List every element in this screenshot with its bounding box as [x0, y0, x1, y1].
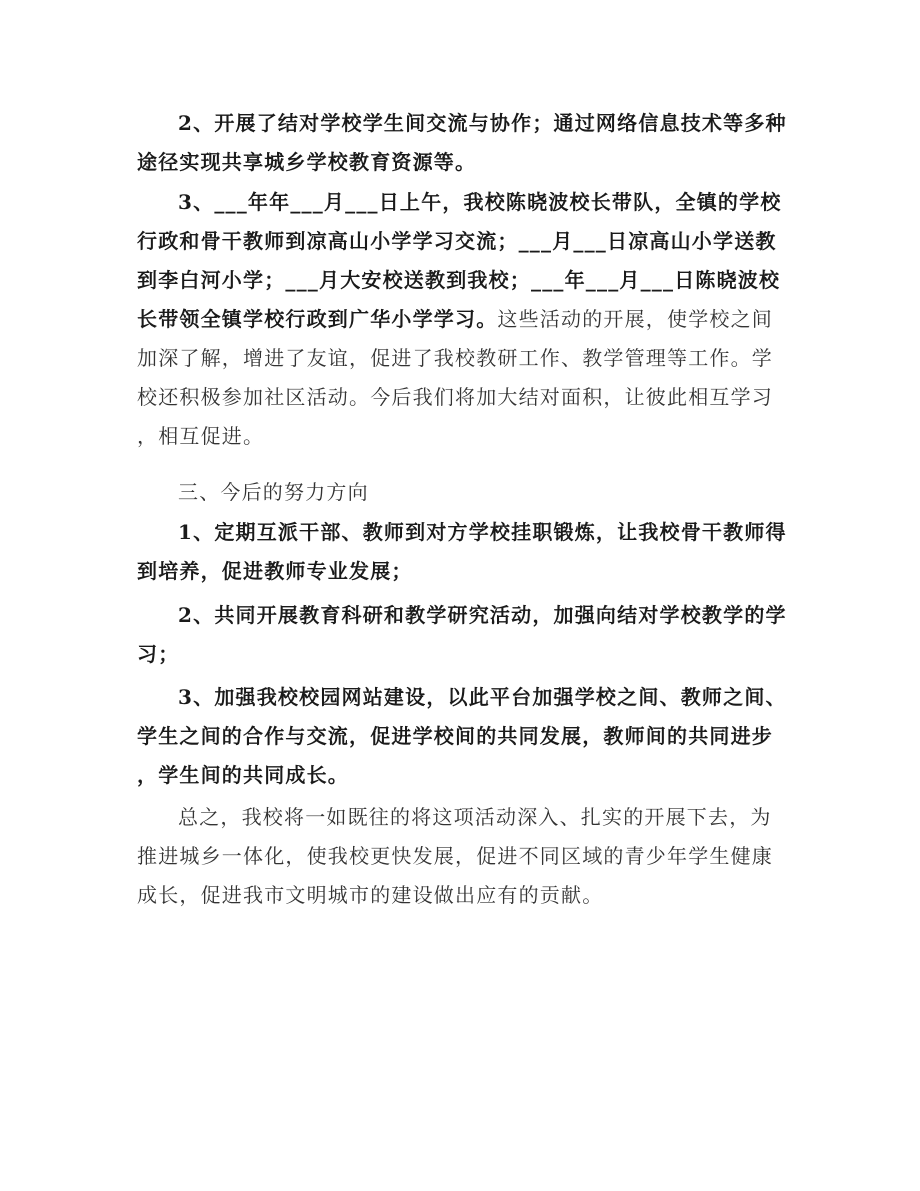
paragraph-3-activities: [137, 183, 787, 456]
paragraph-item-2: [137, 596, 787, 674]
text-line: 学生之间的合作与交流，促进学校间的共同发展，教师间的共同进步: [137, 724, 773, 748]
text-line: 总之，我校将一如既往的将这项活动深入、扎实的开展下去，为: [178, 805, 772, 829]
text-line: 2、共同开展教育科研和教学研究活动，加强向结对学校教学的学: [178, 603, 787, 627]
text-segment-bold: 长带领全镇学校行政到广华小学学习。: [137, 307, 498, 331]
text-line: 2、开展了结对学校学生间交流与协作；通过网络信息技术等多种: [178, 111, 787, 135]
text-line: 3、加强我校校园网站建设，以此平台加强学校之间、教师之间、: [178, 685, 787, 709]
text-line: 3、___年年___月___日上午，我校陈晓波校长带队，全镇的学校: [178, 190, 782, 214]
text-line: 加深了解，增进了友谊，促进了我校教研工作、教学管理等工作。学: [137, 346, 773, 370]
text-line: 行政和骨干教师到凉高山小学学习交流；___月___日凉高山小学送教: [137, 229, 777, 253]
text-line: ，相互促进。: [137, 424, 265, 448]
text-line: 到培养，促进教师专业发展；: [137, 559, 413, 583]
text-line: 成长，促进我市文明城市的建设做出应有的贡献。: [137, 883, 604, 907]
text-line: 习；: [137, 642, 180, 666]
text-line: 三、今后的努力方向: [178, 480, 369, 504]
text-line: 途径实现共享城乡学校教育资源等。: [137, 150, 477, 174]
paragraph-item-3: [137, 678, 787, 795]
text-line: ，学生间的共同成长。: [137, 763, 349, 787]
text-segment-light: 这些活动的开展，使学校之间: [497, 307, 774, 331]
text-line: 推进城乡一体化，使我校更快发展，促进不同区域的青少年学生健康: [137, 844, 773, 868]
text-line: 到李白河小学；___月大安校送教到我校；___年___月___日陈晓波校: [137, 268, 781, 292]
paragraph-conclusion: [137, 798, 787, 915]
paragraph-item-1: [137, 513, 787, 591]
section-heading-future-direction: [137, 473, 787, 512]
paragraph-2-exchange: [137, 104, 787, 182]
text-line: 校还积极参加社区活动。今后我们将加大结对面积，让彼此相互学习: [137, 385, 773, 409]
text-line-mixed: [137, 300, 787, 339]
text-line: 1、定期互派干部、教师到对方学校挂职锻炼，让我校骨干教师得: [178, 520, 787, 544]
